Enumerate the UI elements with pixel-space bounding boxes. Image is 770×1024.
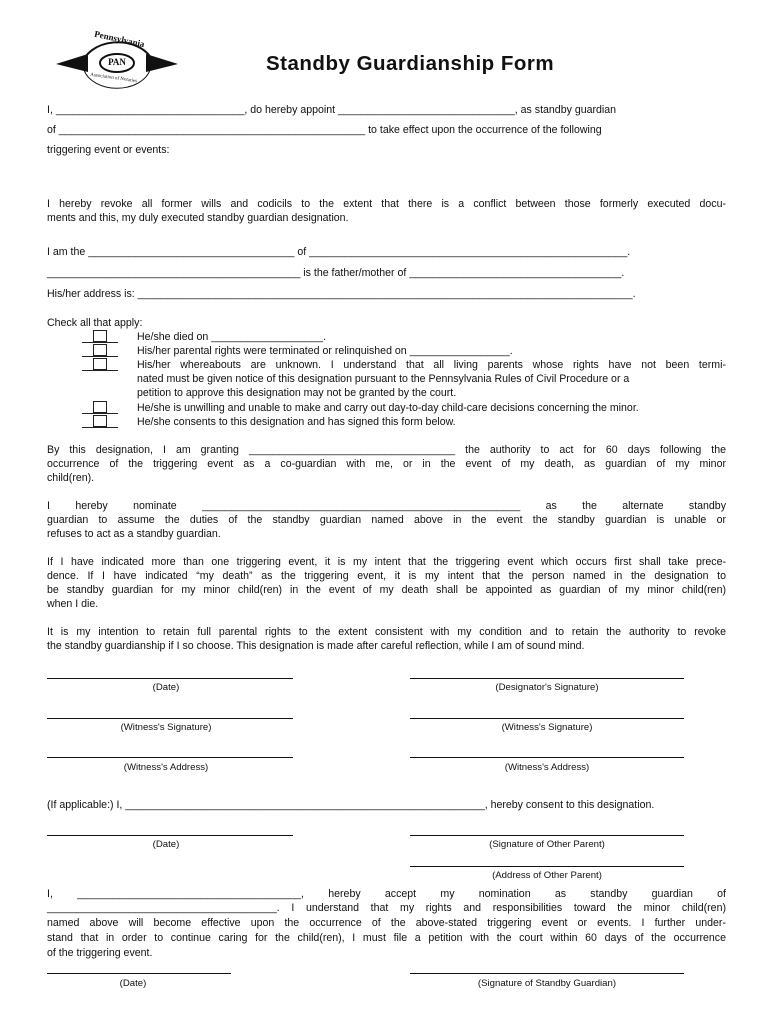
checkbox-whereabouts-unknown[interactable] [93,358,107,370]
checkbox-consents[interactable] [93,415,107,427]
nominate-line-1: I hereby nominate ______________________________________________________ as the alternate standby [47,500,726,512]
other-parent-address-line[interactable] [410,866,684,867]
checkbox-underline [82,427,118,428]
checkbox-underline [82,370,118,371]
acceptance-line-2: _______________________________________. I understand that my rights and responsibilities toward the minor child(ren) [47,902,726,914]
revoke-line-2: ments and this, my duly executed standby guardian designation. [47,212,349,224]
granting-line-1: By this designation, I am granting ___________________________________ the authority to act for 60 days following the [47,444,726,456]
witness-address-line-2[interactable] [410,757,684,758]
standby-guardian-signature-caption: (Signature of Standby Guardian) [477,978,617,989]
nominate-line-3: refuses to act as a standby guardian. [47,528,221,540]
logo-center-text: PAN [108,57,126,67]
relation-line-3: His/her address is: ____________________________________________________________________________________. [47,288,636,300]
witness-address-caption-1: (Witness's Address) [123,762,209,773]
witness-address-caption-2: (Witness's Address) [504,762,590,773]
checkbox-underline [82,342,118,343]
intention-line-1: It is my intention to retain full parental rights to the extent consistent with my condition and to retain the authority to revoke [47,626,726,638]
check-item-whereabouts-unknown: His/her whereabouts are unknown. I understand that all living parents whose rights have not been termi- [137,359,726,371]
witness-signature-line-1[interactable] [47,718,293,719]
witness-address-line-1[interactable] [47,757,293,758]
other-parent-signature-caption: (Signature of Other Parent) [489,839,605,850]
witness-signature-caption-2: (Witness's Signature) [501,722,593,733]
multiple-line-4: when I die. [47,598,99,610]
logo-bottom-text: Association of Notaries [89,72,138,85]
checkbox-rights-terminated[interactable] [93,344,107,356]
multiple-line-3: be standby guardian for my minor child(ren) in the event of my death shall be appointed as guardian of my minor child(ren) [47,584,726,596]
appoint-line-2: of ____________________________________________________ to take effect upon the occurrence of the following [47,124,602,136]
other-parent-address-caption: (Address of Other Parent) [492,870,602,881]
check-item-whereabouts-cont-1: nated must be given notice of this designation pursuant to the Pennsylvania Rules of Civil Procedure or a [137,373,630,385]
acceptance-date-caption: (Date) [119,978,147,989]
check-item-rights-terminated: His/her parental rights were terminated or relinquished on _________________. [137,345,513,357]
acceptance-date-line[interactable] [47,973,231,974]
date-caption: (Date) [152,682,180,693]
witness-signature-line-2[interactable] [410,718,684,719]
check-heading: Check all that apply: [47,317,143,329]
form-title: Standby Guardianship Form [266,52,555,75]
consent-line: (If applicable:) I, _____________________________________________________________, hereby consent to this designation. [47,799,655,811]
logo-top-text: Pennsylvania [93,28,146,50]
acceptance-line-5: of the triggering event. [47,947,153,959]
designator-signature-line[interactable] [410,678,684,679]
checkbox-died[interactable] [93,330,107,342]
nominate-line-2: guardian to assume the duties of the standby guardian named above in the event the standby guardian is unable or [47,514,726,526]
check-item-consents: He/she consents to this designation and has signed this form below. [137,416,456,428]
check-item-whereabouts-cont-2: petition to approve this designation may not be granted by the court. [137,387,457,399]
acceptance-line-1: I, ______________________________________, hereby accept my nomination as standby guardian of [47,888,726,900]
acceptance-line-3: named above will become effective upon the occurrence of the above-stated triggering event or events. I further under- [47,917,726,929]
check-item-unwilling: He/she is unwilling and unable to make and carry out day-to-day child-care decisions concerning the minor. [137,402,639,414]
checkbox-underline [82,356,118,357]
check-item-died: He/she died on ___________________. [137,331,327,343]
relation-line-2: ___________________________________________ is the father/mother of ____________________________________. [47,267,625,279]
appoint-line-3: triggering event or events: [47,144,170,156]
pan-logo [52,30,182,92]
designator-signature-caption: (Designator's Signature) [495,682,599,693]
standby-guardian-signature-line[interactable] [410,973,684,974]
multiple-line-2: dence. If I have indicated “my death” as the triggering event, it is my intent that the person named in the designation to [47,570,726,582]
multiple-line-1: If I have indicated more than one triggering event, it is my intent that the triggering event which occurs first shall take prece- [47,556,726,568]
consent-date-line[interactable] [47,835,293,836]
appoint-line-1: I, ________________________________, do hereby appoint ______________________________, as standby guardian [47,104,617,116]
consent-date-caption: (Date) [152,839,180,850]
revoke-line-1: I hereby revoke all former wills and codicils to the extent that there is a conflict between those formerly executed docu- [47,198,726,210]
granting-line-2: occurrence of the triggering event as a co-guardian with me, or in the event of my death, as guardian of my minor [47,458,726,470]
granting-line-3: child(ren). [47,472,95,484]
acceptance-line-4: stand that in order to continue caring for the child(ren), I must file a petition with the court within 60 days of the occurrence [47,932,726,944]
relation-line-1: I am the ___________________________________ of ______________________________________________________. [47,246,631,258]
checkbox-underline [82,413,118,414]
checkbox-unwilling[interactable] [93,401,107,413]
intention-line-2: the standby guardianship if I so choose. This designation is made after careful reflection, while I am of sound mind. [47,640,585,652]
witness-signature-caption-1: (Witness's Signature) [120,722,212,733]
date-signature-line[interactable] [47,678,293,679]
other-parent-signature-line[interactable] [410,835,684,836]
